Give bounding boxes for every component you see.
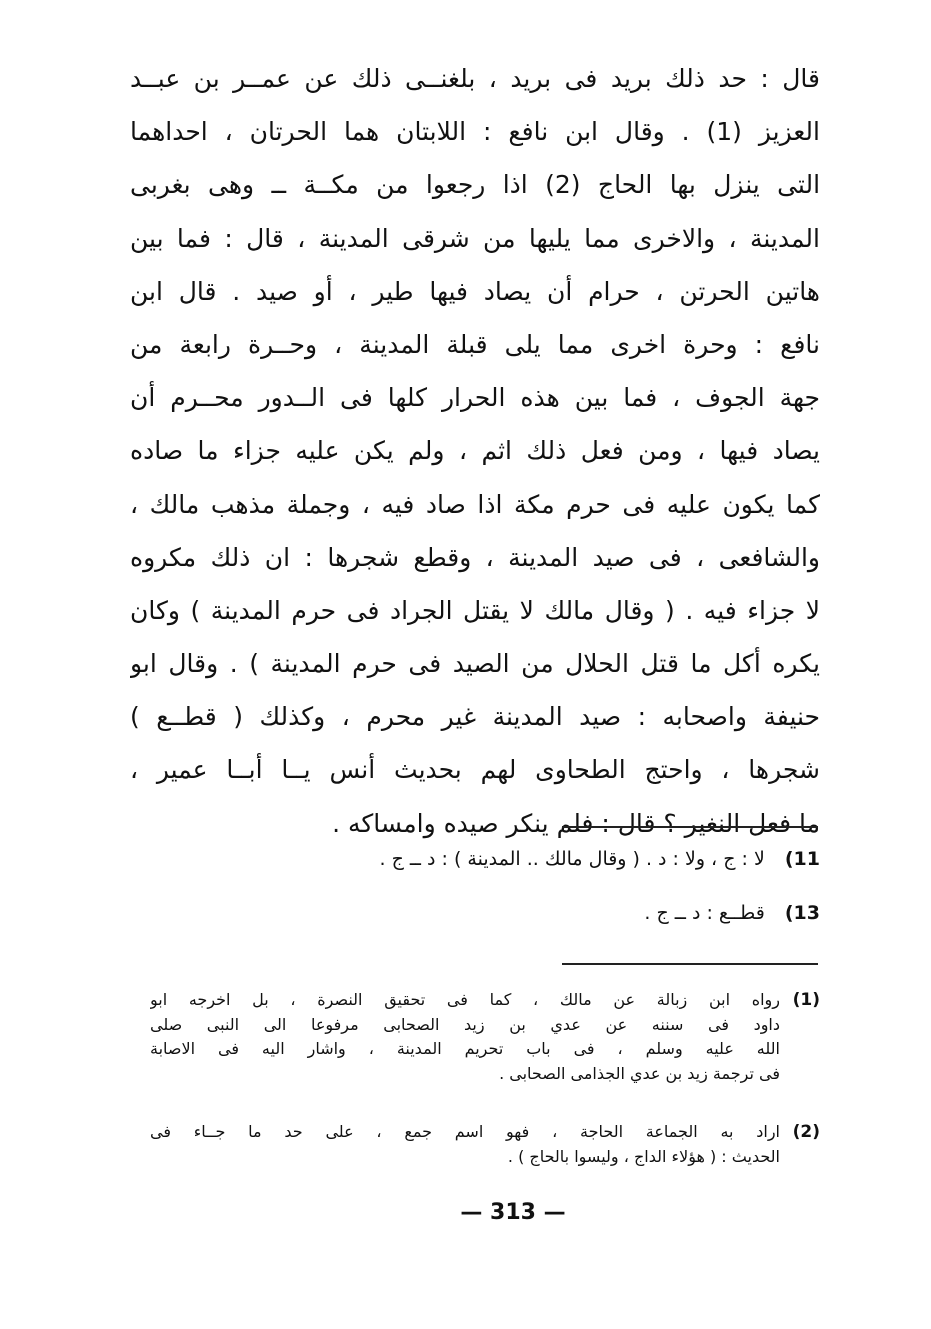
main-text-line: كما يكون عليه فى حرم مكة اذا صاد فيه ، وجملة مذهب مالك ، xyxy=(130,489,820,519)
main-text-line: شجرها ، واحتج الطحاوى لهم بحديث أنس يــا أبــا عمير ، xyxy=(130,755,820,785)
footnote-text xyxy=(150,988,780,1086)
separator-rule xyxy=(562,963,818,965)
footnote-line: الحديث : ( هؤلاء الداج ، وليسوا بالحاج ) . xyxy=(507,1146,780,1166)
footnote-line: داود فى سننه عن عدي بن زيد الصحابى مرفوعا الى النبى صلى xyxy=(150,1014,780,1034)
footnote-line: فى ترجمة زيد بن عدي الجذامى الصحابى . xyxy=(499,1063,780,1083)
main-text-line: العزيز (1) . وقال ابن نافع : اللابتان هما الحرتان ، احداهما xyxy=(130,117,820,147)
main-text-line: حنيفة واصحابه : صيد المدينة غير محرم ، وكذلك ( قطــع ) xyxy=(130,702,820,732)
main-text-line: يصاد فيها ، ومن فعل ذلك اثم ، ولم يكن عليه جزاء ما صاده xyxy=(130,436,820,466)
main-text-line: المدينة ، والاخرى مما يليها من شرقى المدينة ، قال : فما بين xyxy=(130,223,820,253)
footnote-text xyxy=(150,1120,780,1169)
footnote-number: (2) xyxy=(792,1122,820,1142)
main-text-line: ما فعل النغير ؟ قال : فلم ينكر صيده وامساكه . xyxy=(332,808,820,838)
footnote-line: الله عليه وسلم ، فى باب تحريم المدينة ، واشار اليه فى الاصابة xyxy=(150,1039,780,1058)
main-text-line: يكره أكل ما قتل الحلال من الصيد فى حرم المدينة ) . وقال ابو xyxy=(130,649,820,679)
main-text-line: جهة الجوف ، فما بين هذه الحرار كلها فى الــدور محــرم أن xyxy=(130,383,820,413)
footnote xyxy=(150,1120,820,1169)
variant-note xyxy=(200,902,820,924)
separator-rule xyxy=(562,826,818,828)
variant-note-text: لا : ج ، ولا : د . ( وقال مالك .. المدينة ) : د ــ ج . xyxy=(379,848,765,870)
page-number: — 313 — xyxy=(460,1200,566,1225)
main-text-block xyxy=(130,52,820,850)
main-text-line: قال : حد ذلك بريد فى بريد ، بلغنــى ذلك عن عمــر بن عبــد xyxy=(130,64,820,93)
footnote-number: (1) xyxy=(792,990,820,1010)
variant-note-number: 11) xyxy=(784,848,820,870)
main-text-line: لا جزاء فيه . ( وقال مالك لا يقتل الجراد فى حرم المدينة ) وكان xyxy=(130,595,820,625)
footnote-line: رواه ابن زبالة عن مالك ، كما فى تحقيق النصرة ، بل اخرجه ابو xyxy=(150,990,780,1009)
footnote-line: اراد به الجماعة الحاجة ، فهو اسم جمع ، على حد ما جــاء فى xyxy=(150,1122,780,1141)
variant-note xyxy=(200,848,820,870)
variant-note-number: 13) xyxy=(784,902,820,924)
main-text-line: التى ينزل بها الحاج (2) اذا رجعوا من مكــة ــ وهى بغربى xyxy=(130,170,820,200)
footnote xyxy=(150,988,820,1086)
main-text-line: نافع : وحرة اخرى مما يلى قبلة المدينة ، وحــرة رابعة من xyxy=(130,329,820,359)
variant-note-text: قطــع : د ــ ج . xyxy=(644,902,765,924)
main-text-line: والشافعى ، فى صيد المدينة ، وقطع شجرها : ان ذلك مكروه xyxy=(130,542,820,572)
main-text-line: هاتين الحرتن ، حرام أن يصاد فيها طير ، أو صيد . قال ابن xyxy=(130,276,820,306)
